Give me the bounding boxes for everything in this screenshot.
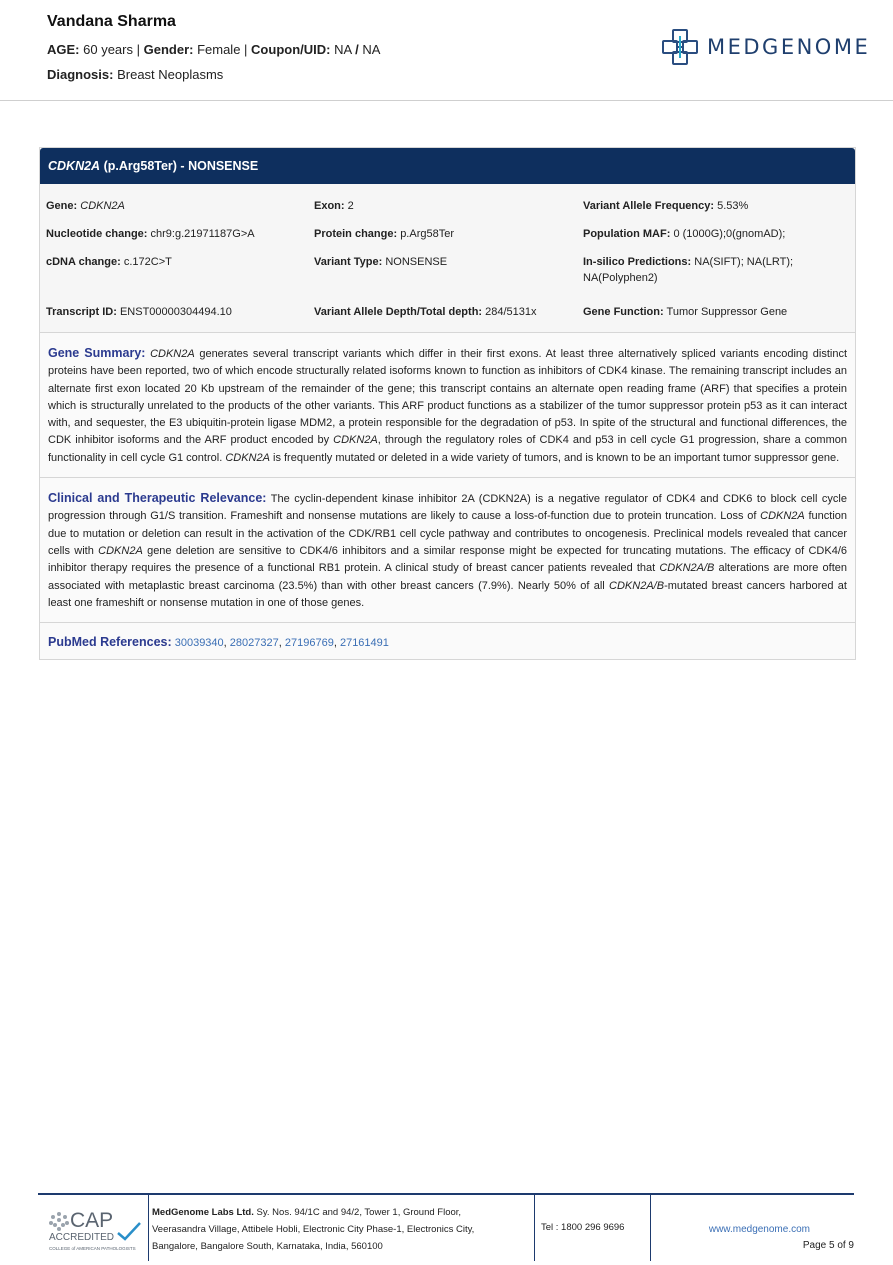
pubmed-label: PubMed References:: [48, 635, 172, 650]
protein-field: Protein change: p.Arg58Ter: [314, 228, 454, 240]
pubmed-link[interactable]: 28027327: [229, 637, 279, 650]
cap-accredited-logo: [48, 1209, 148, 1253]
logo-text: MEDGENOME: [707, 35, 871, 59]
cap-college-text: COLLEGE of AMERICAN PATHOLOGISTS: [49, 1246, 136, 1251]
variant-title: [40, 148, 855, 184]
pubmed-references: PubMed References: 30039340, 28027327, 27196769, 27161491: [40, 623, 855, 659]
cap-accredited-text: ACCREDITED: [49, 1232, 115, 1243]
insilico-field: In-silico Predictions: NA(SIFT); NA(LRT); NA(Polyphen2): [583, 256, 794, 284]
checkmark-icon: [116, 1221, 142, 1241]
pubmed-link[interactable]: 27196769: [284, 637, 334, 650]
variant-card: [39, 147, 856, 660]
website-link[interactable]: www.medgenome.com: [708, 1224, 810, 1235]
patient-diagnosis: [47, 67, 223, 82]
age-value: 60 years: [83, 42, 133, 57]
clinical-relevance-label: Clinical and Therapeutic Relevance:: [48, 491, 267, 506]
cap-text: CAP: [70, 1209, 114, 1232]
uid-value: NA: [362, 42, 381, 57]
nucleotide-field: Nucleotide change: chr9:g.21971187G>A: [46, 228, 255, 240]
report-footer: [38, 1193, 854, 1265]
company-phone: Tel : 1800 296 9696: [536, 1195, 651, 1261]
company-address: MedGenome Labs Ltd. Sy. Nos. 94/1C and 94/2, Tower 1, Ground Floor, Veerasandra Village, Attibele Hobli, Electronic City Phase-1, Electronics City, Bangalore, Bangalore South, Karnataka, India, 560100: [148, 1195, 535, 1261]
gene-summary-label: Gene Summary:: [48, 346, 146, 360]
gene-summary-section: Gene Summary: CDKN2A generates several transcript variants which differ in their first exons. At least three alternatively spliced variants encoding distinct proteins have been reported, two of which encode structurally related isoforms known to function as inhibitors of CDK4 kinase. The remaining transcript includes an alternate first exon located 20 Kb upstream of the remainder of the gene; this transcript contains an alternate open reading frame (ARF) that specifies a protein which is structurally unrelated to the products of the other variants. This ARF product functions as a stabilizer of the tumor suppressor protein p53 as it can interact with, and sequester, the E3 ubiquitin-protein ligase MDM2, a protein responsible for the degradation of p53. In spite of the structural and functional differences, the CDK inhibitor isoforms and the ARF product encoded by CDKN2A, through the regulatory roles of CDK4 and p53 in cell cycle G1 progression, share a common functionality in cell cycle G1 control. CDKN2A is frequently mutated or deleted in a wide variety of tumors, and is known to be an important tumor suppressor gene.: [40, 333, 855, 478]
medgenome-cross-icon: [661, 28, 699, 66]
maf-field: Population MAF: 0 (1000G);0(gnomAD);: [583, 228, 786, 240]
gene-function-field: Gene Function: Tumor Suppressor Gene: [583, 306, 788, 318]
coupon-value: NA: [334, 42, 352, 57]
company-name: MedGenome Labs Ltd.: [152, 1207, 254, 1218]
gene-field: Gene: CDKN2A: [46, 200, 125, 212]
diagnosis-value: Breast Neoplasms: [117, 67, 224, 82]
variant-type-field: Variant Type: NONSENSE: [314, 256, 448, 268]
variant-title-text: (p.Arg58Ter) - NONSENSE: [100, 159, 259, 173]
vaf-field: Variant Allele Frequency: 5.53%: [583, 200, 749, 212]
gender-value: Female: [197, 42, 241, 57]
footer-web-page: [652, 1195, 854, 1261]
transcript-field: Transcript ID: ENST00000304494.10: [46, 306, 232, 318]
medgenome-logo: [661, 28, 870, 66]
clinical-relevance-section: Clinical and Therapeutic Relevance: The cyclin-dependent kinase inhibitor 2A (CDKN2A) is a negative regulator of CDK4 and CDK6 to block cell cycle progression through G1/S transition. Frameshift and nonsense mutations are likely to cause a loss-of-function due to protein truncation. Loss of CDKN2A function due to mutation or deletion can result in the activation of the CDK/RB1 cell cycle pathway and contributes to oncogenesis. Preclinical models revealed that cancer cells with CDKN2A gene deletion are sensitive to CDK4/6 inhibitors and a similar response might be expected for truncating mutations. The efficacy of CDK4/6 inhibitor therapy requires the presence of a functional RB1 protein. A clinical study of breast cancer patients revealed that CDKN2A/B alterations are more often associated with metaplastic breast carcinoma (23.5%) than with other breast cancers (7.9%). Nearly 50% of all CDKN2A/B-mutated breast cancers harbored at least one frameshift or nonsense mutation in one of those genes.: [40, 478, 855, 623]
page-number: Page 5 of 9: [802, 1240, 854, 1251]
depth-field: Variant Allele Depth/Total depth: 284/5131x: [314, 306, 537, 318]
cdna-field: cDNA change: c.172C>T: [46, 256, 172, 268]
gender-label: Gender:: [143, 42, 194, 57]
report-header: [0, 0, 893, 101]
age-label: AGE:: [47, 42, 80, 57]
exon-field: Exon: 2: [314, 200, 354, 212]
diagnosis-label: Diagnosis:: [47, 67, 114, 82]
pubmed-link[interactable]: 27161491: [339, 637, 389, 650]
patient-name: Vandana Sharma: [47, 13, 176, 30]
variant-title-gene: CDKN2A: [48, 159, 101, 173]
coupon-label: Coupon/UID:: [251, 42, 331, 57]
patient-demographics: AGE: 60 years | Gender: Female | Coupon/UID: NA / NA: [47, 42, 381, 57]
pubmed-link[interactable]: 30039340: [174, 637, 224, 650]
variant-details-grid: [40, 184, 855, 333]
cap-globe-icon: [48, 1211, 70, 1233]
